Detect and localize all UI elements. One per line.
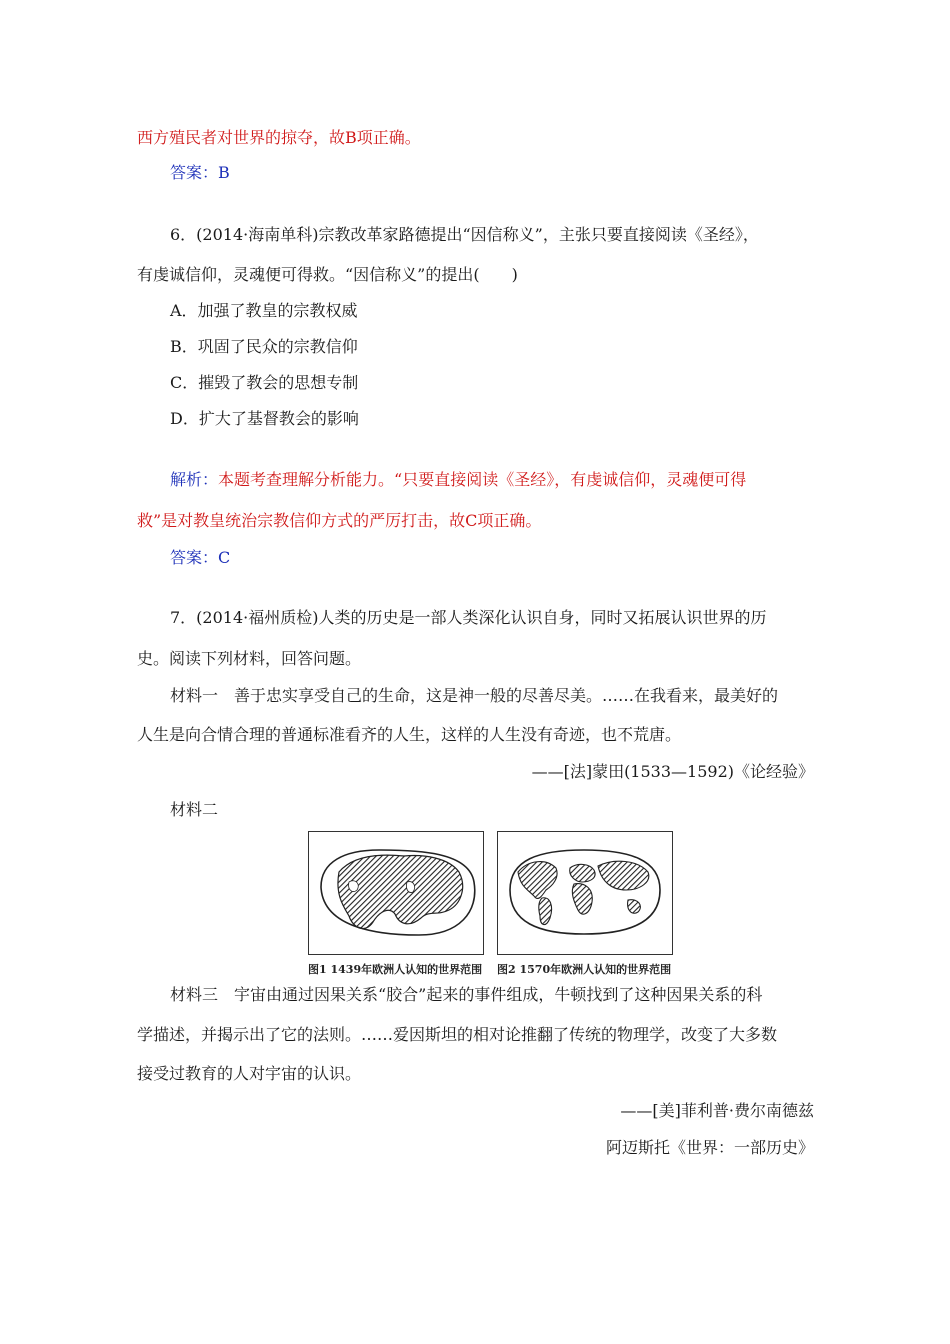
q6-option-a: A．加强了教皇的宗教权威 — [170, 301, 358, 320]
q5-explanation-tail: 西方殖民者对世界的掠夺，故B项正确。 — [137, 128, 421, 147]
q7-material1-line1: 材料一 善于忠实享受自己的生命，这是神一般的尽善尽美。……在我看来，最美好的 — [170, 686, 779, 705]
world-map-1570-icon — [498, 832, 671, 953]
q6-explanation-line1 — [170, 470, 746, 490]
q6-option-d: D．扩大了基督教会的影响 — [170, 409, 359, 428]
q7-material1-source: ——[法]蒙田(1533—1592)《论经验》 — [531, 762, 814, 781]
q6-stem-line2: 有虔诚信仰，灵魂便可得救。“因信称义”的提出( ) — [137, 265, 518, 284]
q7-material2-label: 材料二 — [170, 800, 219, 819]
q6-explanation-label: 解析： — [170, 470, 219, 489]
q7-material3-source2: 阿迈斯托《世界：一部历史》 — [605, 1138, 814, 1157]
q7-material1-line2: 人生是向合情合理的普通标准看齐的人生，这样的人生没有奇迹，也不荒唐。 — [137, 725, 682, 744]
world-map-1439-icon — [309, 832, 482, 953]
q6-option-c: C．摧毁了教会的思想专制 — [170, 373, 359, 392]
q7-stem-line1: 7．(2014·福州质检)人类的历史是一部人类深化认识自身，同时又拓展认识世界的历 — [170, 608, 767, 627]
q6-option-b: B．巩固了民众的宗教信仰 — [170, 337, 358, 356]
q6-answer: 答案：C — [170, 548, 231, 567]
q7-material3-line3: 接受过教育的人对宇宙的认识。 — [137, 1064, 362, 1083]
q7-material3-line2: 学描述，并揭示出了它的法则。……爱因斯坦的相对论推翻了传统的物理学，改变了大多数 — [137, 1025, 778, 1044]
figure1-map — [308, 831, 484, 955]
q6-stem-line1: 6．(2014·海南单科)宗教改革家路德提出“因信称义”，主张只要直接阅读《圣经》， — [170, 225, 759, 244]
figure1-caption: 图1 1439年欧洲人认知的世界范围 — [308, 963, 483, 976]
figure2-caption: 图2 1570年欧洲人认知的世界范围 — [497, 963, 672, 976]
q6-explanation-line2: 救”是对教皇统治宗教信仰方式的严厉打击，故C项正确。 — [137, 511, 542, 530]
q7-material3-source1: ——[美]菲利普·费尔南德兹 — [620, 1101, 814, 1120]
q5-answer: 答案：B — [170, 163, 230, 182]
q7-material3-line1: 材料三 宇宙由通过因果关系“胶合”起来的事件组成，牛顿找到了这种因果关系的科 — [170, 985, 763, 1004]
figure2-map — [497, 831, 673, 955]
q6-explanation-text1: 本题考查理解分析能力。“只要直接阅读《圣经》，有虔诚信仰，灵魂便可得 — [218, 470, 747, 489]
q7-stem-line2: 史。阅读下列材料，回答问题。 — [137, 649, 362, 668]
